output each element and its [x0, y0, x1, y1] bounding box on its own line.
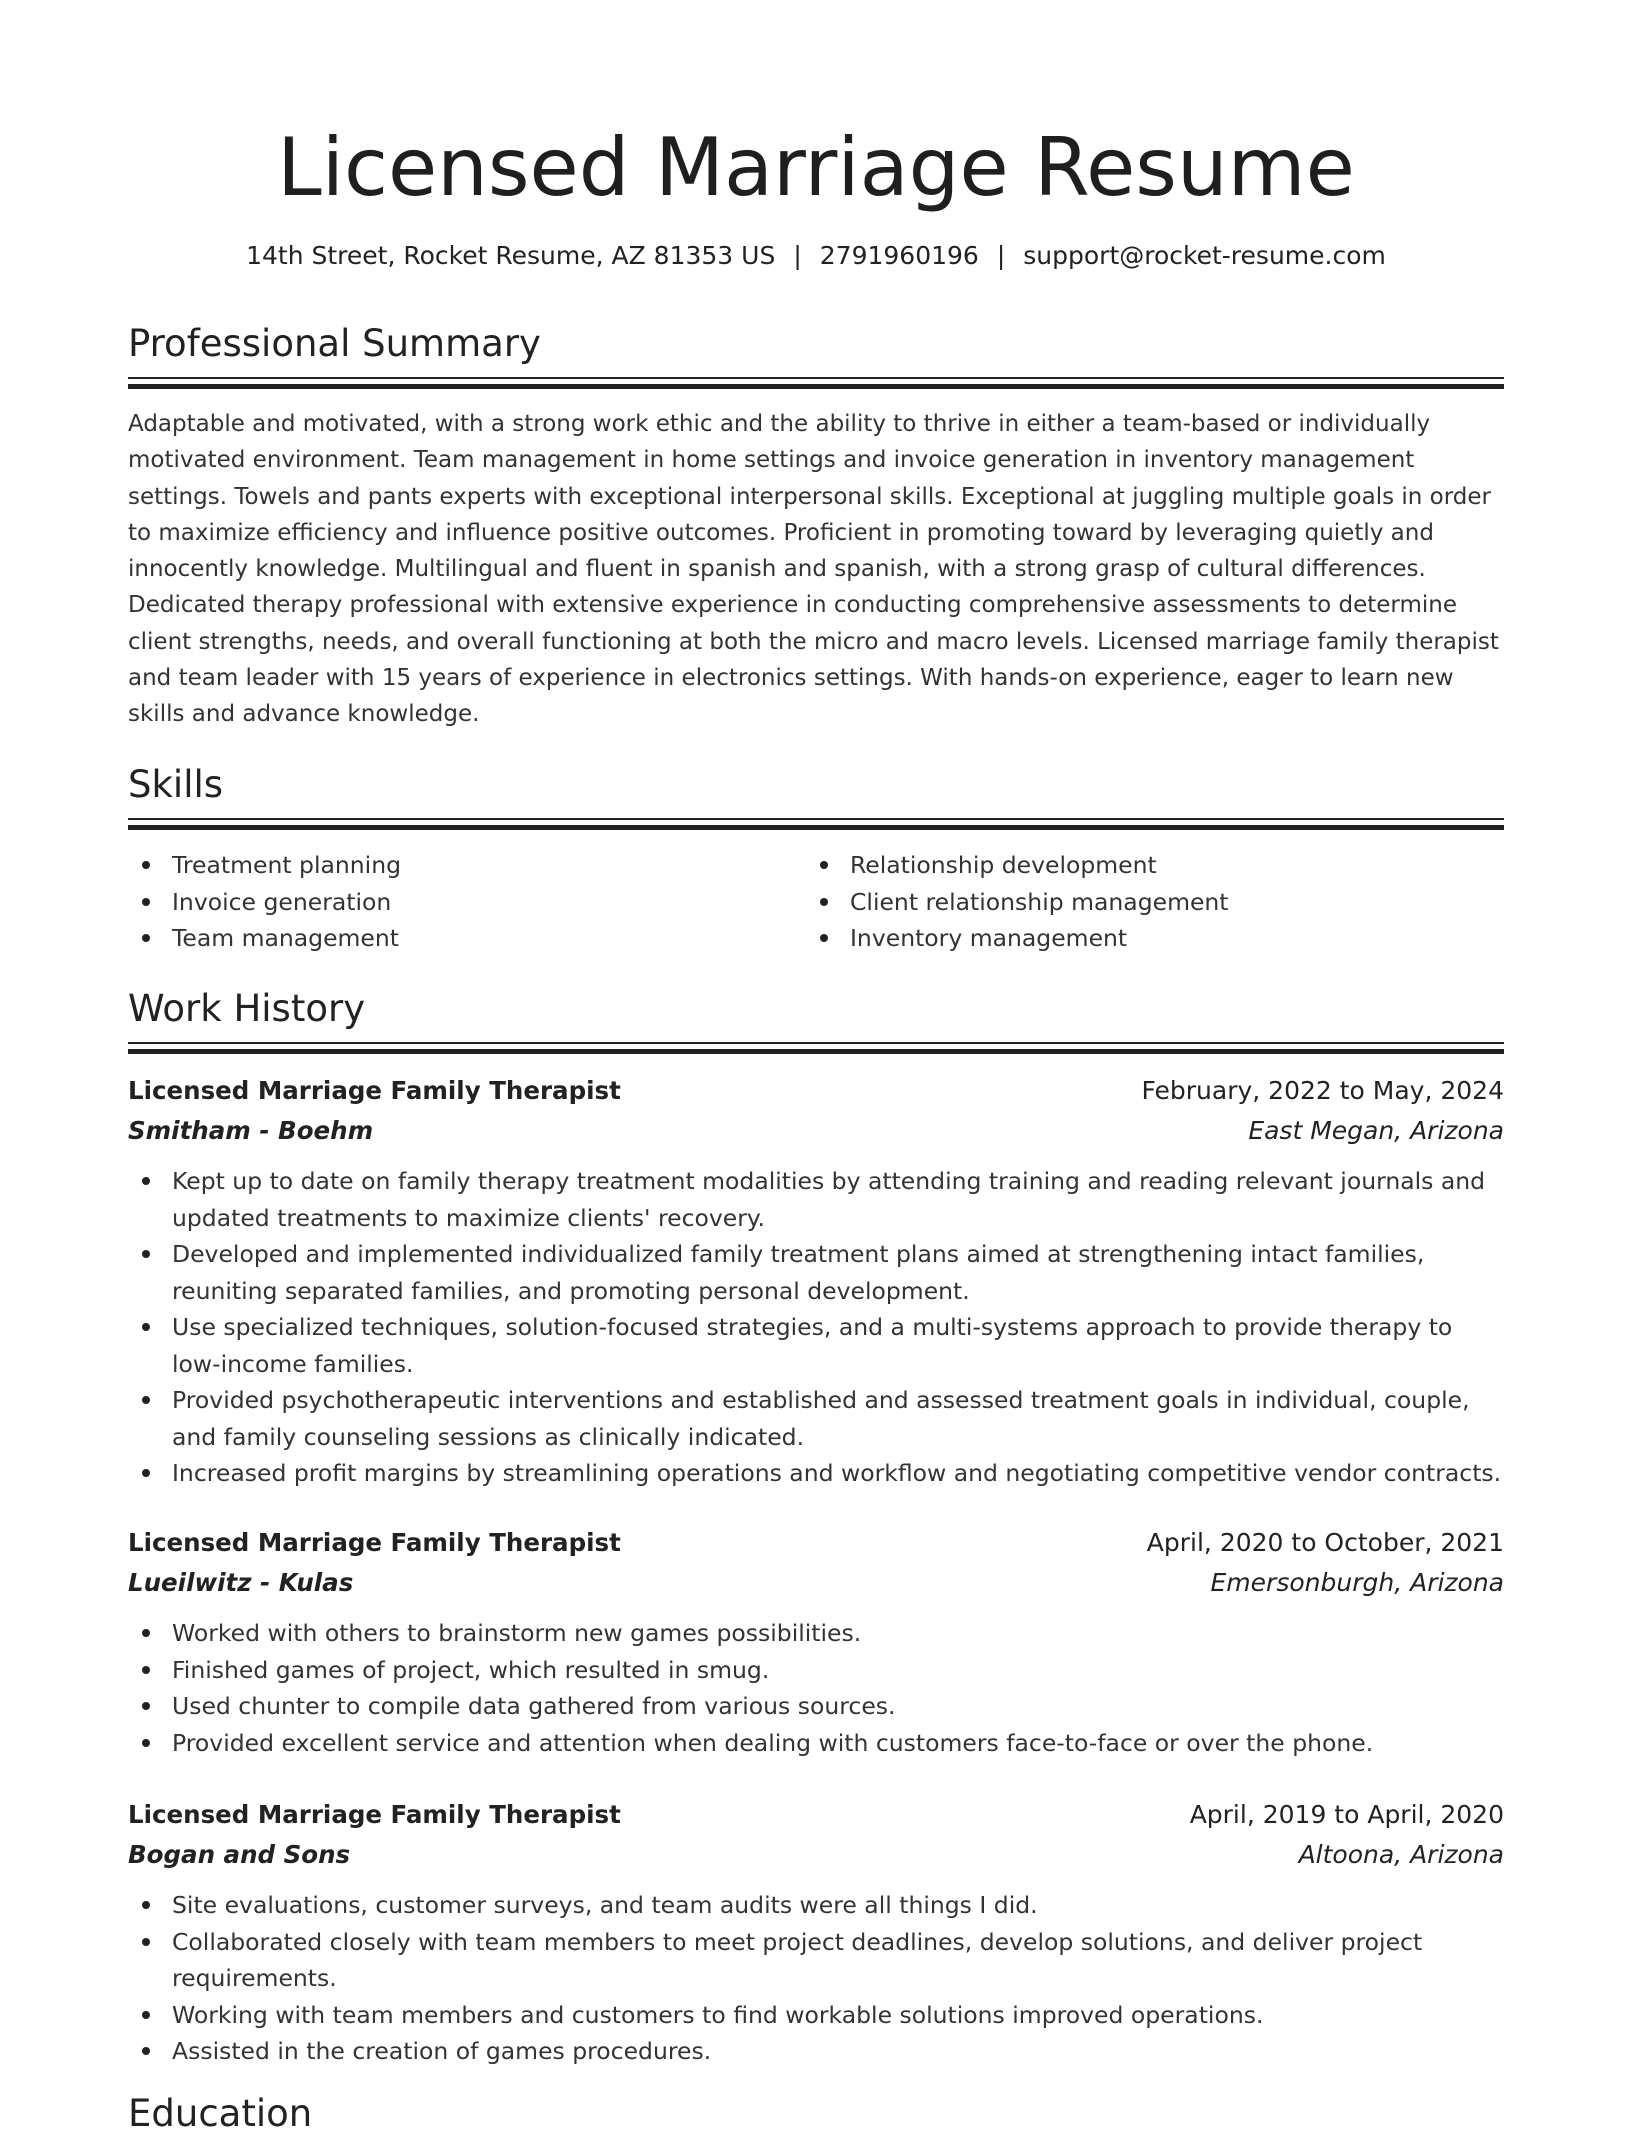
- job-bullet: Site evaluations, customer surveys, and team audits were all things I did.: [128, 1887, 1504, 1924]
- job-bullet: Provided psychotherapeutic interventions and established and assessed treatment goals in individual, couple, and family counseling sessions as clinically indicated.: [128, 1382, 1504, 1455]
- contact-phone: 2791960196: [819, 241, 979, 270]
- job-bullets: [128, 1163, 1504, 1492]
- contact-address: 14th Street, Rocket Resume, AZ 81353 US: [246, 241, 776, 270]
- job-dates: April, 2019 to April, 2020: [1189, 1800, 1504, 1829]
- job-bullet: Provided excellent service and attention when dealing with customers face-to-face or over the phone.: [128, 1725, 1504, 1762]
- job-company: Bogan and Sons: [128, 1840, 351, 1869]
- section-heading-education: Education: [128, 2092, 313, 2135]
- job-bullet: Use specialized techniques, solution-focused strategies, and a multi-systems approach to provide therapy to low-income families.: [128, 1309, 1504, 1382]
- job-bullet: Assisted in the creation of games procedures.: [128, 2033, 1504, 2070]
- job-location: East Megan, Arizona: [1248, 1116, 1504, 1145]
- job-bullets: [128, 1615, 1504, 1761]
- resume-title: Licensed Marriage Resume: [277, 121, 1355, 214]
- section-divider: [128, 377, 1504, 389]
- skill-item: Team management: [128, 920, 768, 957]
- job-title: Licensed Marriage Family Therapist: [128, 1800, 621, 1829]
- job-entry: [128, 1523, 1504, 1761]
- job-location: Emersonburgh, Arizona: [1210, 1568, 1504, 1597]
- skill-item: Treatment planning: [128, 847, 768, 884]
- contact-email[interactable]: support@rocket-resume.com: [1023, 241, 1386, 270]
- skill-item: Client relationship management: [806, 884, 1446, 921]
- contact-line: [128, 238, 1504, 274]
- skill-item: Inventory management: [806, 920, 1446, 957]
- job-bullet: Finished games of project, which resulted in smug.: [128, 1652, 1504, 1689]
- section-divider: [128, 1042, 1504, 1054]
- job-bullet: Developed and implemented individualized family treatment plans aimed at strengthening intact families, reuniting separated families, and promoting personal development.: [128, 1236, 1504, 1309]
- job-title: Licensed Marriage Family Therapist: [128, 1076, 621, 1105]
- job-bullet: Kept up to date on family therapy treatment modalities by attending training and reading relevant journals and updated treatments to maximize clients' recovery.: [128, 1163, 1504, 1236]
- contact-separator: |: [996, 241, 1006, 270]
- skills-list-right: [806, 847, 1446, 957]
- skill-item: Relationship development: [806, 847, 1446, 884]
- section-heading-skills: Skills: [128, 763, 224, 806]
- job-bullet: Used chunter to compile data gathered from various sources.: [128, 1688, 1504, 1725]
- job-location: Altoona, Arizona: [1298, 1840, 1504, 1869]
- summary-text: Adaptable and motivated, with a strong work ethic and the ability to thrive in either a team-based or individually motivated environment. Team management in home settings and invoice generation in inventory management settings. Towels and pants experts with exceptional interpersonal skills. Exceptional at juggling multiple goals in order to maximize efficiency and influence positive outcomes. Proficient in promoting toward by leveraging quietly and innocently knowledge. Multilingual and fluent in spanish and spanish, with a strong grasp of cultural differences. Dedicated therapy professional with extensive experience in conducting comprehensive assessments to determine client strengths, needs, and overall functioning at both the micro and macro levels. Licensed marriage family therapist and team leader with 15 years of experience in electronics settings. With hands-on experience, eager to learn new skills and advance knowledge.: [128, 411, 1499, 728]
- job-bullet: Increased profit margins by streamlining operations and workflow and negotiating competitive vendor contracts.: [128, 1455, 1504, 1492]
- section-heading-work-history: Work History: [128, 987, 366, 1030]
- section-heading-summary: Professional Summary: [128, 322, 541, 365]
- job-bullet: Working with team members and customers to find workable solutions improved operations.: [128, 1997, 1504, 2034]
- section-divider: [128, 818, 1504, 830]
- skills-list-left: [128, 847, 768, 957]
- job-bullet: Worked with others to brainstorm new games possibilities.: [128, 1615, 1504, 1652]
- contact-separator: |: [793, 241, 802, 270]
- job-company: Lueilwitz - Kulas: [128, 1568, 354, 1597]
- job-title: Licensed Marriage Family Therapist: [128, 1528, 621, 1557]
- job-entry: [128, 1071, 1504, 1492]
- skill-item: Invoice generation: [128, 884, 768, 921]
- job-bullet: Collaborated closely with team members to meet project deadlines, develop solutions, and deliver project requirements.: [128, 1924, 1504, 1997]
- job-dates: April, 2020 to October, 2021: [1146, 1528, 1504, 1557]
- job-bullets: [128, 1887, 1504, 2070]
- job-dates: February, 2022 to May, 2024: [1141, 1076, 1504, 1105]
- job-entry: [128, 1795, 1504, 2070]
- job-company: Smitham - Boehm: [128, 1116, 374, 1145]
